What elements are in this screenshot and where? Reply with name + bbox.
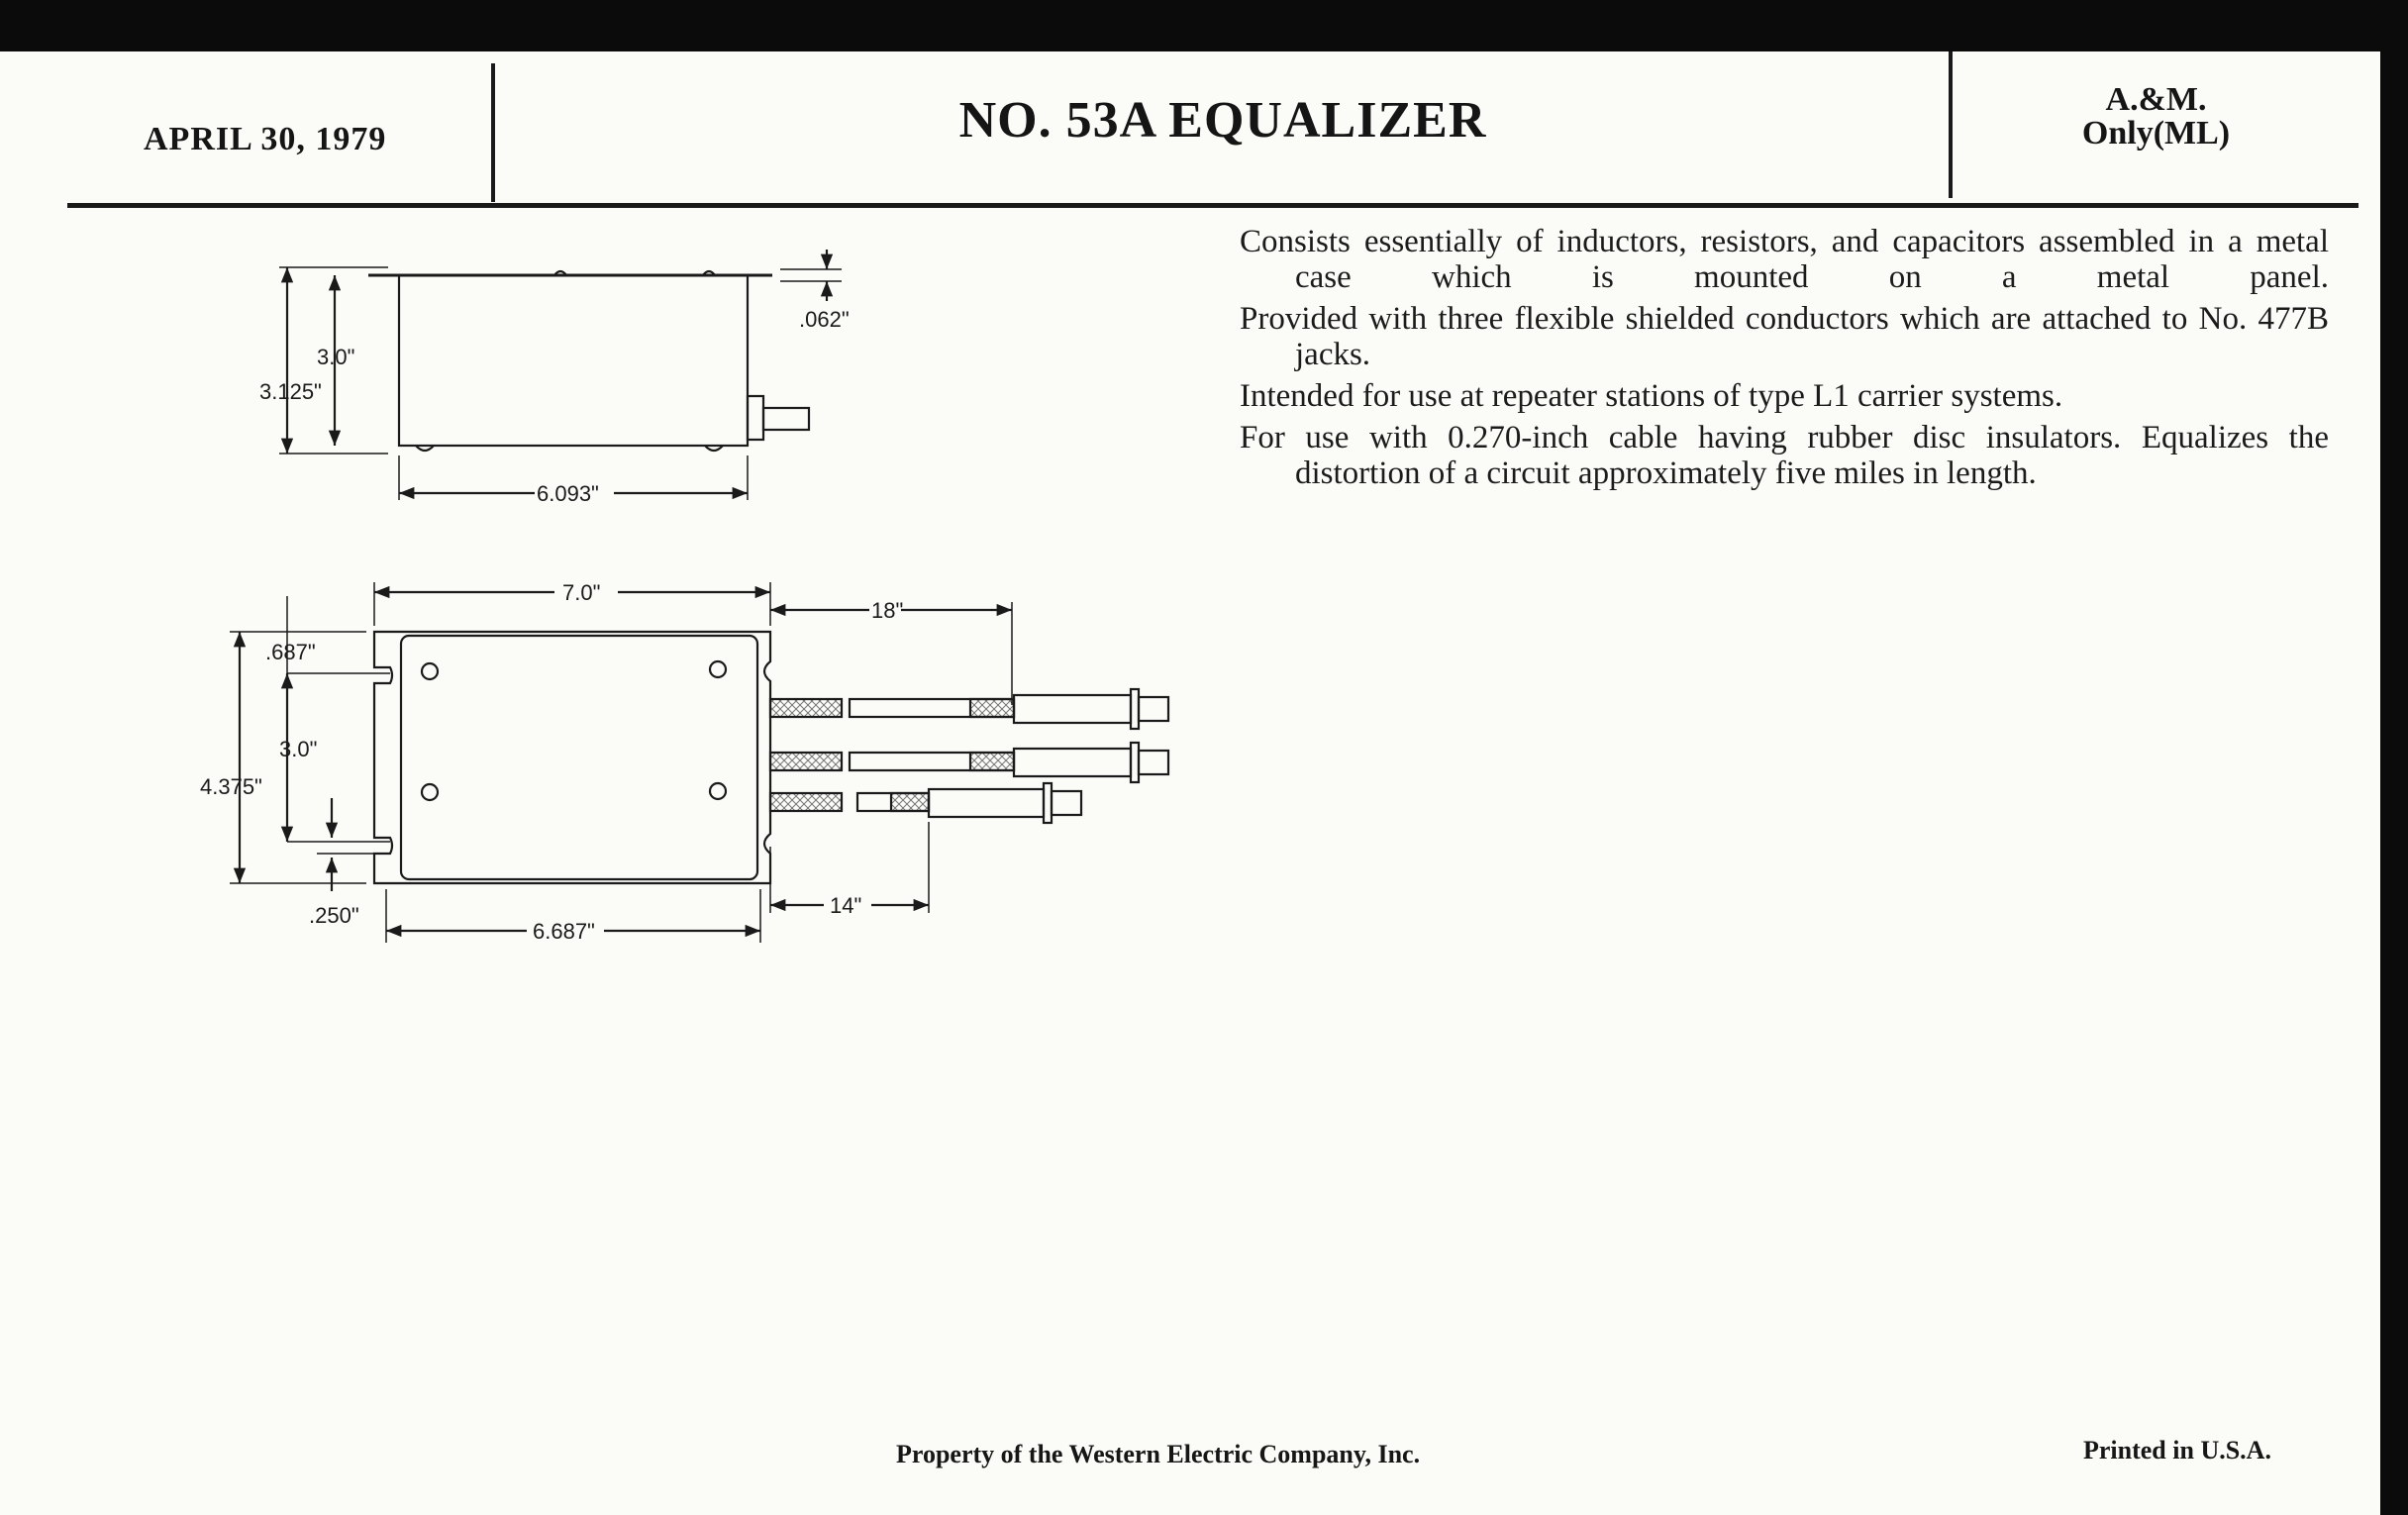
- footer-property: Property of the Western Electric Company, Inc.: [896, 1440, 1421, 1468]
- base-length-label: 6.687": [533, 919, 595, 944]
- tag-line-2: Only(ML): [2081, 115, 2231, 152]
- side-view-thickness-label: .062": [799, 307, 850, 332]
- cable-3: [770, 783, 1081, 823]
- side-view-case: [399, 275, 748, 446]
- top-view-case: [401, 636, 757, 879]
- side-view-cable-stub: [763, 408, 809, 430]
- description-para-1: Consists essentially of inductors, resistors, and capacitors assembled in a metal case which is mounted on a metal panel.: [1240, 224, 2329, 295]
- side-view-length-label: 6.093": [537, 481, 599, 506]
- page-title: NO. 53A EQUALIZER: [958, 92, 1487, 149]
- inner-height-label: 3.0": [279, 737, 318, 761]
- tag-line-1: A.&M.: [2105, 81, 2207, 118]
- mounting-hole-top-right: [710, 661, 726, 677]
- side-view-connector-body: [748, 396, 763, 440]
- issue-date: APRIL 30, 1979: [144, 121, 387, 157]
- mounting-hole-bottom-right: [710, 783, 726, 799]
- cable-short-label: 14": [830, 893, 862, 918]
- side-view-outer-height-label: 3.125": [259, 379, 322, 404]
- description-para-3: Intended for use at repeater stations of type L1 carrier systems.: [1240, 378, 2063, 414]
- panel-width-label: 7.0": [562, 580, 601, 605]
- description-para-4: For use with 0.270-inch cable having rubber disc insulators. Equalizes the distortion of a circuit approximately five miles in length.: [1240, 420, 2329, 491]
- description-para-2: Provided with three flexible shielded conductors which are attached to No. 477B jacks.: [1240, 301, 2329, 372]
- footer-printed: Printed in U.S.A.: [2083, 1436, 2271, 1464]
- total-height-label: 4.375": [200, 774, 262, 799]
- cable-2: [770, 743, 1168, 782]
- mounting-hole-top-left: [422, 663, 438, 679]
- cable-1: [770, 689, 1168, 729]
- mounting-hole-bottom-left: [422, 784, 438, 800]
- side-view-drawing: [279, 250, 842, 500]
- top-offset-label: .687": [265, 640, 316, 664]
- bottom-offset-label: .250": [309, 903, 359, 928]
- top-view-drawing: [230, 582, 1168, 943]
- side-view-inner-height-label: 3.0": [317, 345, 355, 369]
- cable-long-label: 18": [871, 598, 904, 623]
